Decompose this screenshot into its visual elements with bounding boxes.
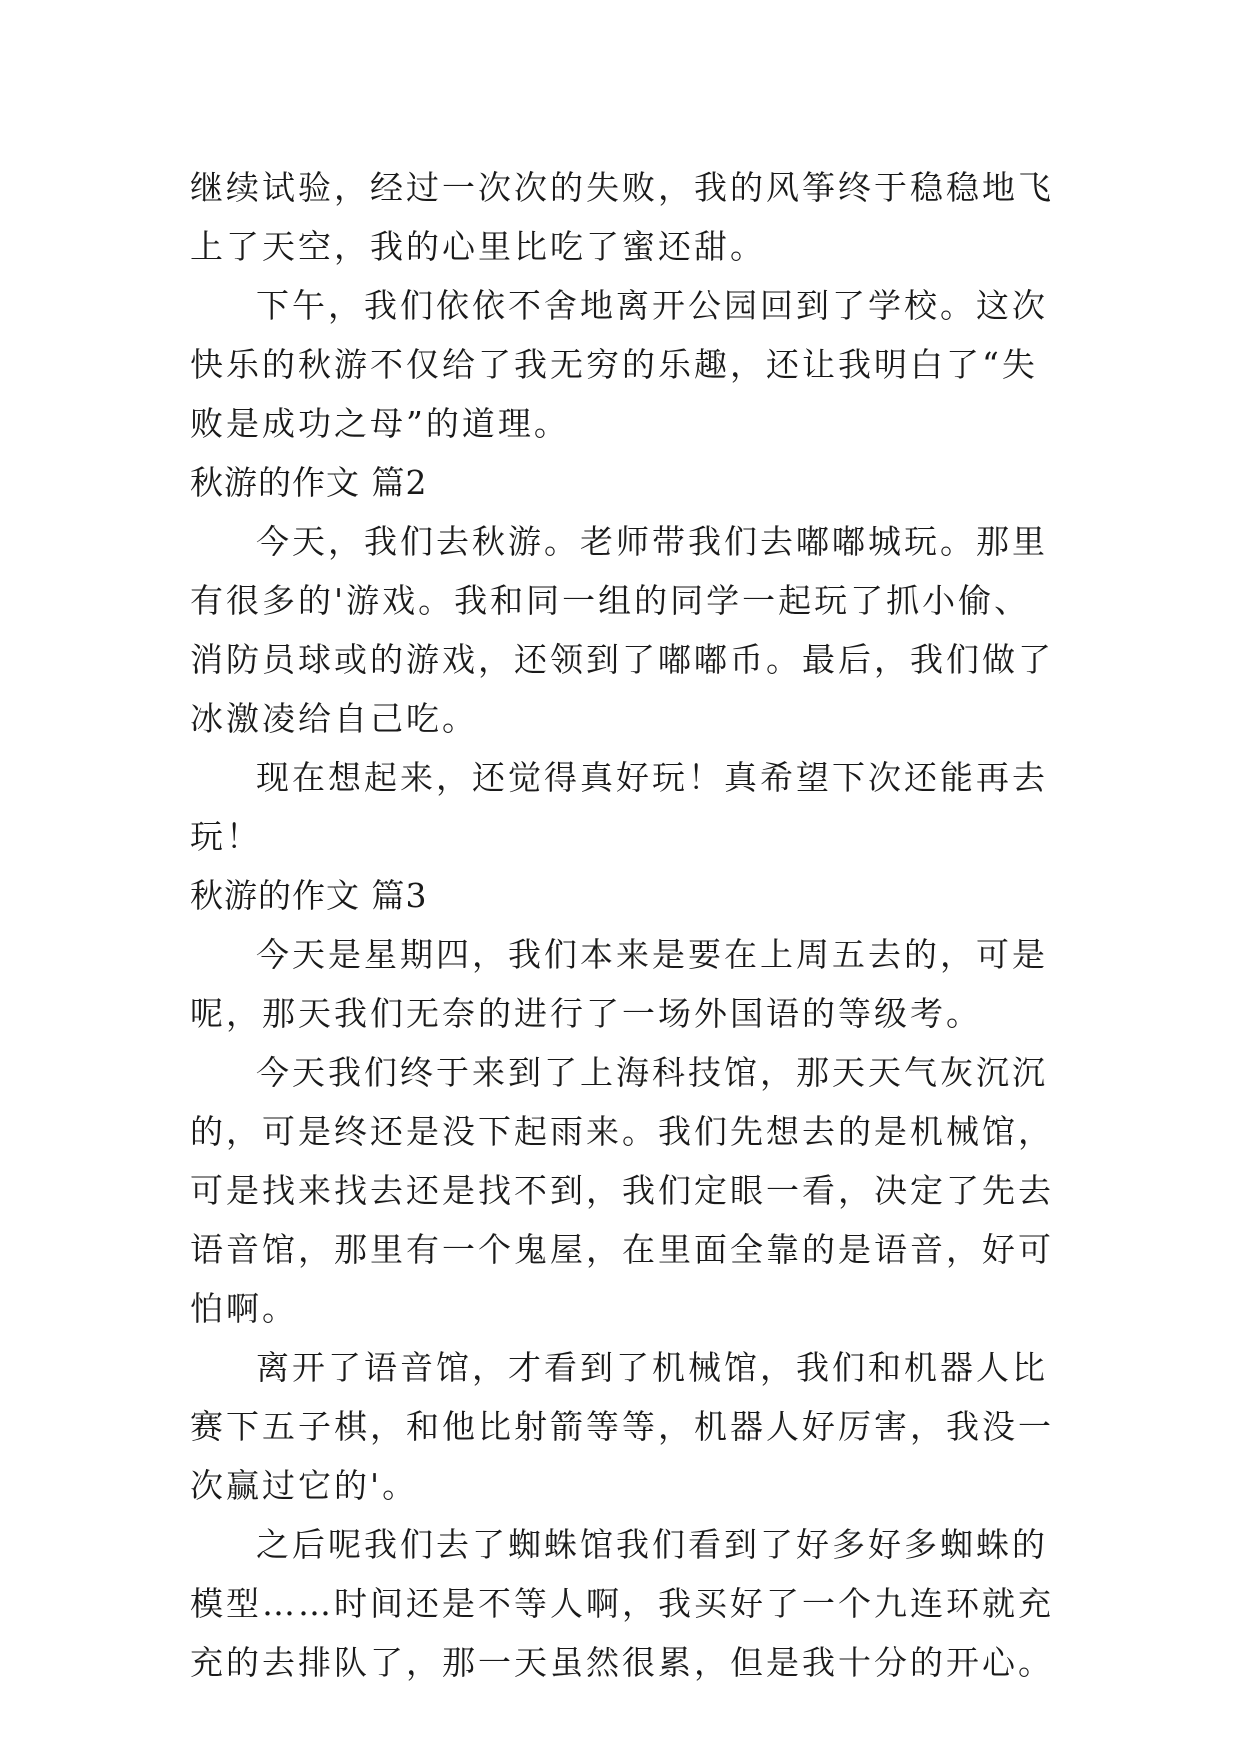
document-page: [190, 158, 1060, 1692]
paragraph: 今天是星期四，我们本来是要在上周五去的，可是呢，那天我们无奈的进行了一场外国语的等级考。: [190, 935, 1048, 1033]
paragraph: 继续试验，经过一次次的失败，我的风筝终于稳稳地飞上了天空，我的心里比吃了蜜还甜。: [190, 168, 1054, 266]
paragraph: 今天我们终于来到了上海科技馆，那天天气灰沉沉的，可是终还是没下起雨来。我们先想去的是机械馆，可是找来找去还是找不到，我们定眼一看，决定了先去语音馆，那里有一个鬼屋，在里面全靠的是语音，好可怕啊。: [190, 1053, 1054, 1328]
paragraph: 现在想起来，还觉得真好玩！真希望下次还能再去玩！: [190, 758, 1048, 856]
paragraph: 离开了语音馆，才看到了机械馆，我们和机器人比赛下五子棋，和他比射箭等等，机器人好厉害，我没一次赢过它的'。: [190, 1348, 1054, 1505]
paragraph: 下午，我们依依不舍地离开公园回到了学校。这次快乐的秋游不仅给了我无穷的乐趣，还让我明白了“失败是成功之母”的道理。: [190, 286, 1048, 443]
paragraph: 今天，我们去秋游。老师带我们去嘟嘟城玩。那里有很多的'游戏。我和同一组的同学一起玩了抓小偷、消防员球或的游戏，还领到了嘟嘟币。最后，我们做了冰激凌给自己吃。: [190, 522, 1054, 738]
section-heading: 秋游的作文 篇3: [190, 876, 428, 915]
section-heading: 秋游的作文 篇2: [190, 463, 428, 502]
paragraph: 之后呢我们去了蜘蛛馆我们看到了好多好多蜘蛛的模型……时间还是不等人啊，我买好了一个九连环就充充的去排队了，那一天虽然很累，但是我十分的开心。: [190, 1525, 1054, 1682]
